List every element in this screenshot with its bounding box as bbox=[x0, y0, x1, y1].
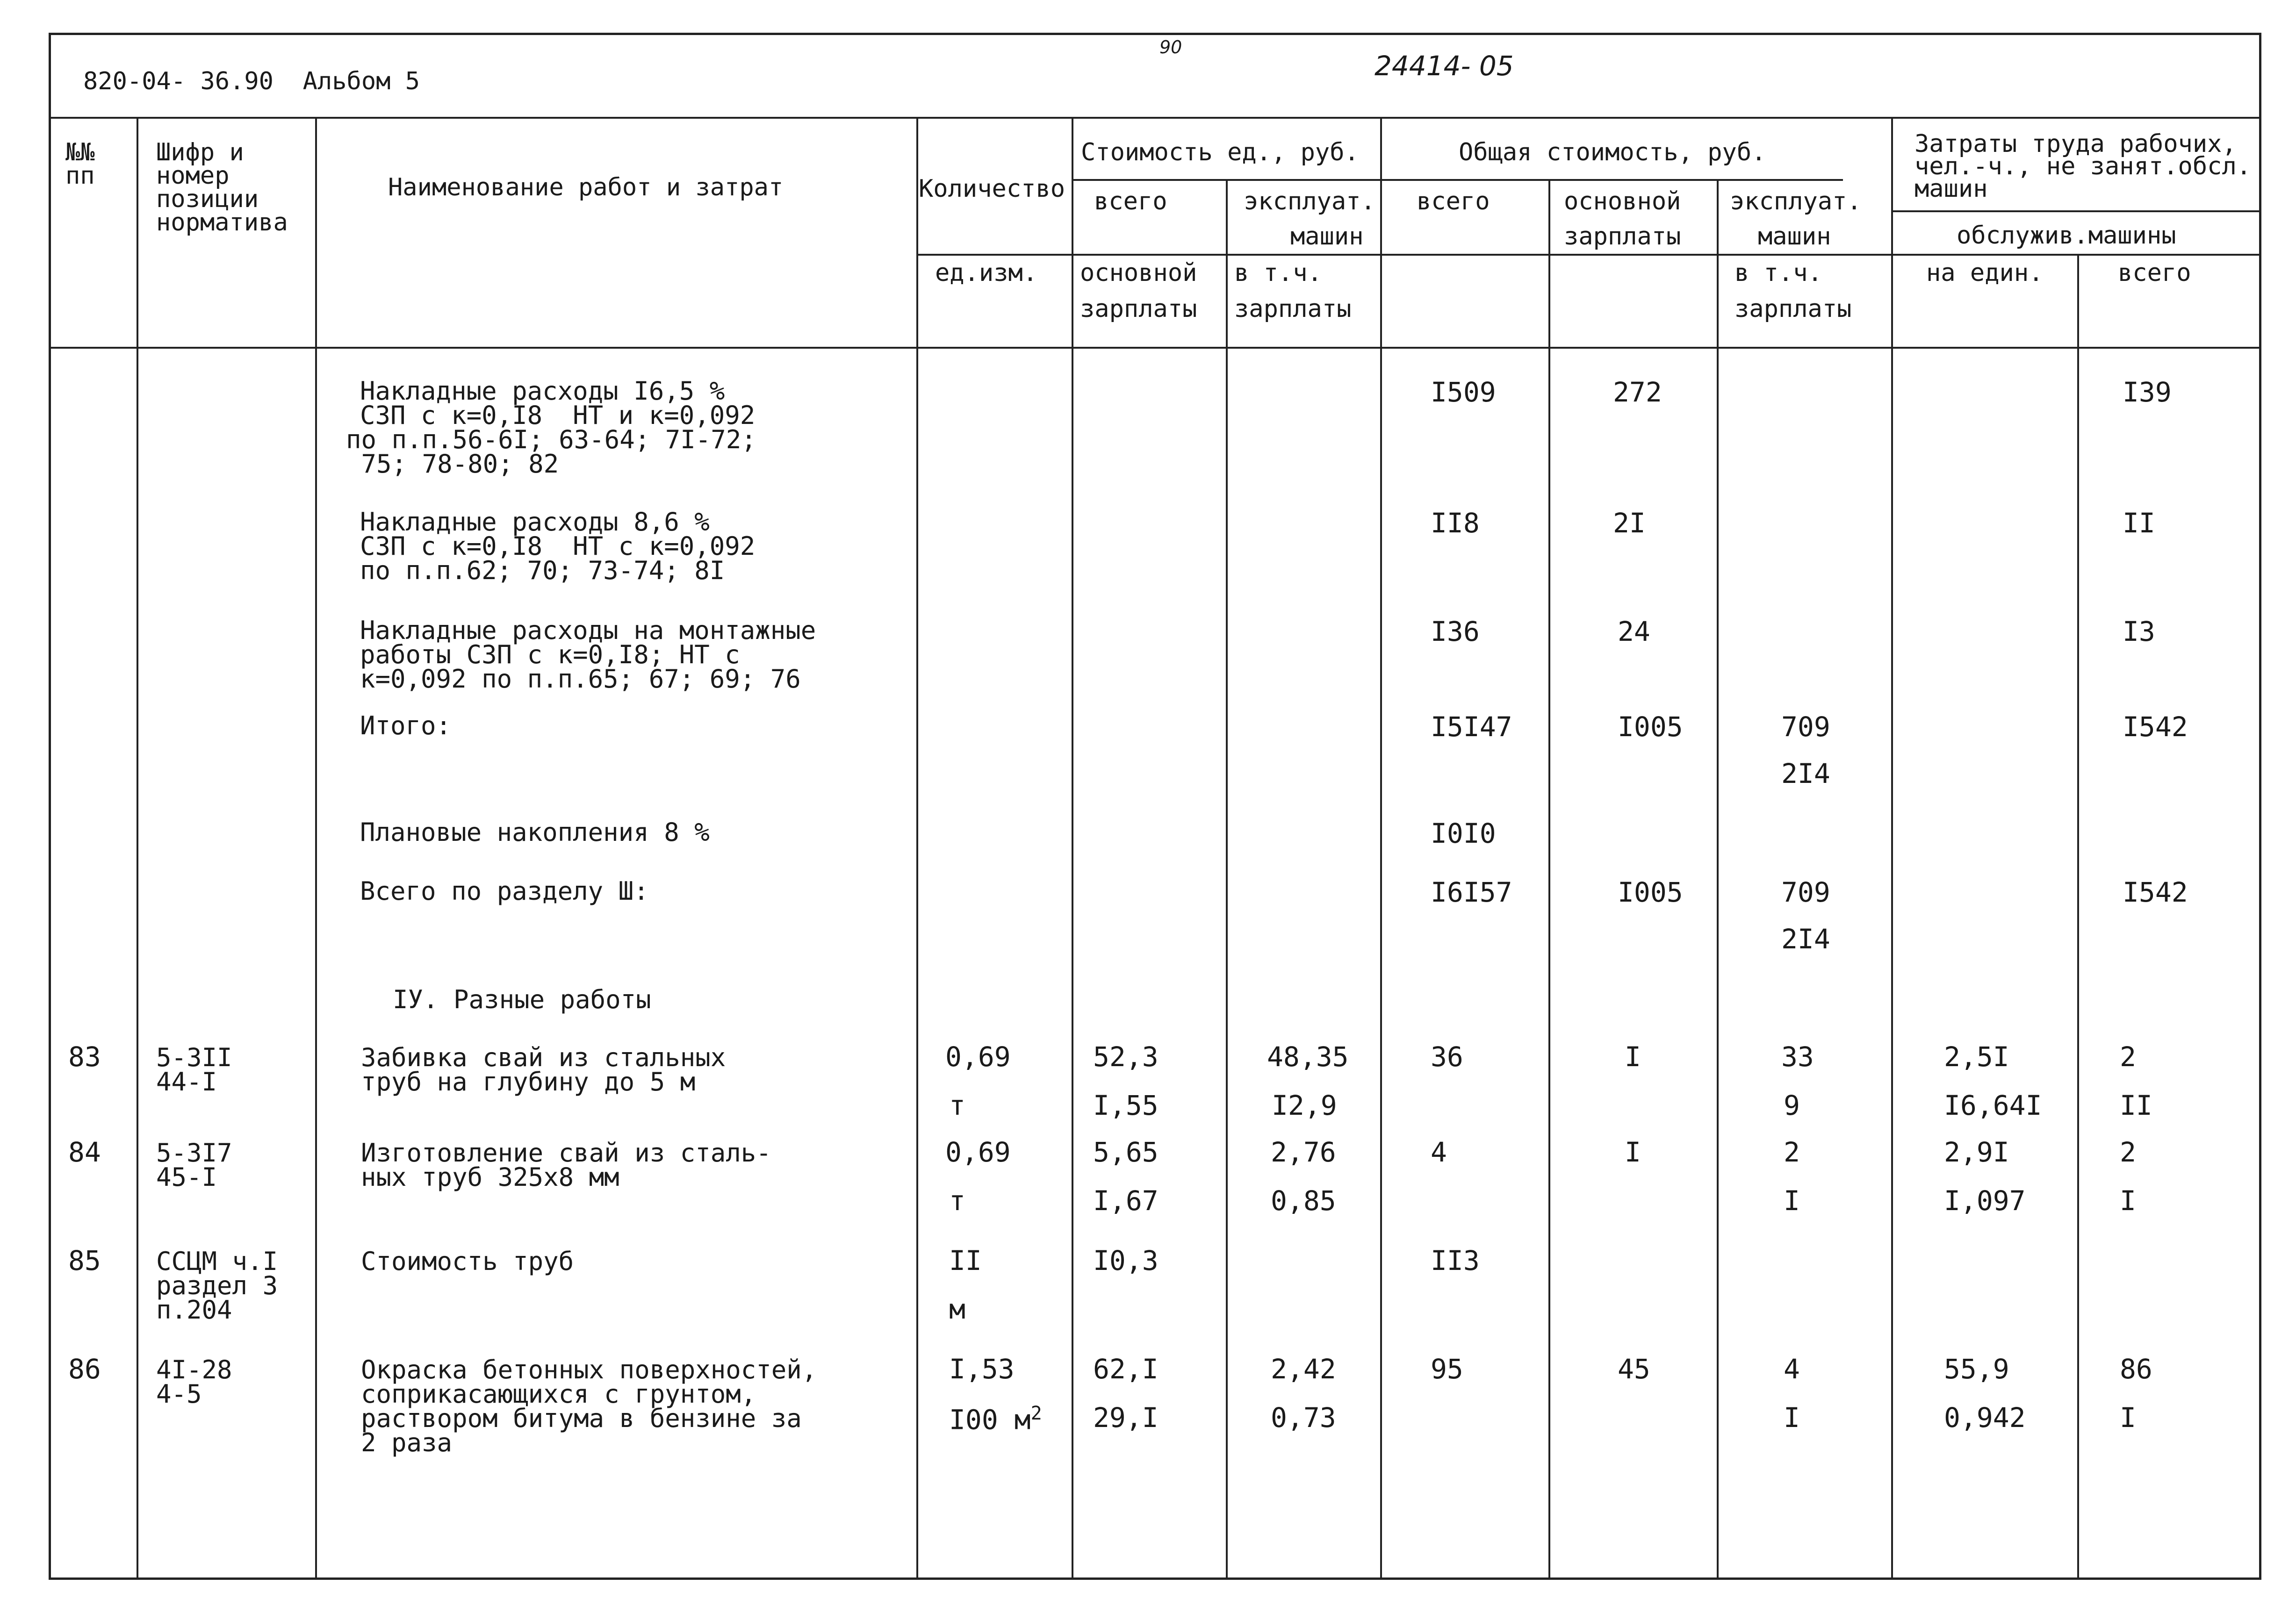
overhead1-total: I509 bbox=[1431, 376, 1496, 408]
overhead2-name: по п.п.62; 70; 73-74; 8I bbox=[360, 556, 725, 585]
row84-code: 5-3I7 bbox=[156, 1138, 232, 1168]
row84-total: 4 bbox=[1431, 1136, 1447, 1168]
row83-code: 44-I bbox=[156, 1067, 217, 1097]
header-unit-cost: Стоимость ед., руб. bbox=[1081, 138, 1359, 166]
row86-unit-text: I00 м bbox=[949, 1404, 1031, 1436]
row84-unit-wage: I,67 bbox=[1093, 1185, 1159, 1217]
document-code: 820-04- 36.90 Альбом 5 bbox=[83, 67, 420, 95]
row86-labor-unit: 55,9 bbox=[1944, 1353, 2009, 1385]
overhead3-total: I36 bbox=[1431, 616, 1480, 647]
header-cipher: номер bbox=[156, 162, 230, 190]
row83-labor-unit: 2,5I bbox=[1944, 1041, 2009, 1073]
row86-unit-sup: 2 bbox=[1030, 1403, 1042, 1424]
overhead1-labor-total: I39 bbox=[2123, 376, 2172, 408]
row86-code: 4I-28 bbox=[156, 1355, 232, 1384]
overhead1-name: Накладные расходы I6,5 % bbox=[360, 376, 725, 406]
col-line-10 bbox=[2077, 254, 2079, 1580]
row84-labor-unit: 2,9I bbox=[1944, 1136, 2009, 1168]
section-total-mach: 709 bbox=[1781, 876, 1830, 908]
col-line-2 bbox=[315, 117, 317, 1580]
row86-labor-unit-serv: 0,942 bbox=[1944, 1402, 2026, 1434]
row86-qty: I,53 bbox=[949, 1353, 1015, 1385]
row84-name: Изготовление свай из сталь- bbox=[361, 1138, 771, 1168]
row83-unit-wage: I,55 bbox=[1093, 1090, 1159, 1121]
overhead3-name: к=0,092 по п.п.65; 67; 69; 76 bbox=[360, 664, 801, 694]
row83-total: 36 bbox=[1431, 1041, 1463, 1073]
row85-total: II3 bbox=[1431, 1245, 1480, 1276]
row86-code: 4-5 bbox=[156, 1379, 202, 1409]
subtotal-wage: I005 bbox=[1618, 711, 1683, 743]
row83-unit-total: 52,3 bbox=[1093, 1041, 1159, 1073]
overhead1-name: СЗП с к=0,I8 НТ и к=0,092 bbox=[360, 401, 756, 430]
row84-unit-mach: 2,76 bbox=[1271, 1136, 1336, 1168]
page-number: 90 bbox=[1159, 37, 1182, 57]
col-line-9 bbox=[1891, 117, 1893, 1580]
overhead2-wage: 2I bbox=[1613, 507, 1646, 539]
row83-mach-wage: 9 bbox=[1784, 1090, 1800, 1121]
header-labor-total: всего bbox=[2118, 259, 2191, 287]
row86-unit-total: 62,I bbox=[1093, 1353, 1159, 1385]
subtotal-mach-wage: 2I4 bbox=[1781, 758, 1830, 789]
row84-unit-total: 5,65 bbox=[1093, 1136, 1159, 1168]
subtotal-label: Итого: bbox=[360, 711, 452, 740]
header-total-mach: машин bbox=[1758, 222, 1831, 251]
row84-wage: I bbox=[1625, 1136, 1641, 1168]
row86-num: 86 bbox=[68, 1353, 101, 1385]
header-qty: Количество bbox=[919, 175, 1065, 203]
header-cipher: норматива bbox=[156, 208, 288, 237]
row86-total: 95 bbox=[1431, 1353, 1463, 1385]
row84-qty: 0,69 bbox=[945, 1136, 1011, 1168]
row83-wage: I bbox=[1625, 1041, 1641, 1073]
header-labor: чел.-ч., не занят.обсл. bbox=[1915, 152, 2252, 180]
header-num: №№ bbox=[65, 138, 95, 166]
row83-unit-mach: 48,35 bbox=[1267, 1041, 1349, 1073]
table-top-line bbox=[49, 117, 2261, 119]
header-unit-wage: основной bbox=[1080, 259, 1197, 287]
row84-mach: 2 bbox=[1784, 1136, 1800, 1168]
header-unit: ед.изм. bbox=[935, 259, 1038, 287]
header-unit-mach-wage: зарплаты bbox=[1234, 295, 1352, 323]
row84-mach-wage: I bbox=[1784, 1185, 1800, 1217]
header-unit-total: всего bbox=[1094, 187, 1167, 215]
row85-unit-total: I0,3 bbox=[1093, 1245, 1159, 1276]
row83-qty: 0,69 bbox=[945, 1041, 1011, 1073]
header-name: Наименование работ и затрат bbox=[388, 173, 784, 201]
row86-unit-mach-wage: 0,73 bbox=[1271, 1402, 1336, 1434]
col-line-5 bbox=[1226, 179, 1228, 1580]
subtotal-total: I5I47 bbox=[1431, 711, 1512, 743]
handwritten-stamp: 24414- 05 bbox=[1375, 50, 1514, 82]
header-total-wage: основной bbox=[1564, 187, 1681, 215]
header-num: пп bbox=[65, 162, 95, 190]
col-line-1 bbox=[137, 117, 138, 1580]
row85-num: 85 bbox=[68, 1245, 101, 1276]
row83-unit: т bbox=[949, 1090, 965, 1121]
header-total-mach-wage: зарплаты bbox=[1735, 295, 1852, 323]
section-total-labor-total: I542 bbox=[2123, 876, 2188, 908]
header-total-cost: Общая стоимость, руб. bbox=[1459, 138, 1766, 166]
row84-labor-unit-serv: I,097 bbox=[1944, 1185, 2026, 1217]
header-total-mach: эксплуат. bbox=[1730, 187, 1862, 215]
row85-code: раздел 3 bbox=[156, 1271, 278, 1300]
header-line-labor bbox=[1891, 210, 2261, 212]
row85-qty: II bbox=[949, 1245, 982, 1276]
row84-labor-total-serv: I bbox=[2120, 1185, 2136, 1217]
header-total-wage: зарплаты bbox=[1564, 222, 1681, 251]
header-labor: Затраты труда рабочих, bbox=[1915, 130, 2237, 158]
row85-unit: м bbox=[949, 1293, 965, 1325]
overhead2-name: Накладные расходы 8,6 % bbox=[360, 507, 710, 537]
section-total-total: I6I57 bbox=[1431, 876, 1512, 908]
row83-labor-total: 2 bbox=[2120, 1041, 2136, 1073]
row86-labor-total-serv: I bbox=[2120, 1402, 2136, 1434]
overhead3-name: Накладные расходы на монтажные bbox=[360, 616, 816, 645]
subtotal-labor-total: I542 bbox=[2123, 711, 2188, 743]
row83-name: Забивка свай из стальных bbox=[361, 1043, 726, 1072]
header-unit-mach: машин bbox=[1290, 222, 1364, 251]
row85-name: Стоимость труб bbox=[361, 1247, 574, 1276]
row84-code: 45-I bbox=[156, 1162, 217, 1192]
overhead2-name: СЗП с к=0,I8 НТ с к=0,092 bbox=[360, 531, 756, 561]
row84-labor-total: 2 bbox=[2120, 1136, 2136, 1168]
header-line-2 bbox=[1072, 179, 1843, 181]
row86-unit bbox=[949, 1403, 1042, 1436]
col-line-7 bbox=[1548, 179, 1550, 1580]
row84-unit-mach-wage: 0,85 bbox=[1271, 1185, 1336, 1217]
overhead2-total: II8 bbox=[1431, 507, 1480, 539]
subtotal-mach: 709 bbox=[1781, 711, 1830, 743]
row85-code: п.204 bbox=[156, 1295, 232, 1325]
header-labor-serv: обслужив.машины bbox=[1957, 222, 2176, 250]
section-total-label: Всего по разделу Ш: bbox=[360, 876, 649, 906]
col-line-6 bbox=[1380, 117, 1382, 1580]
row83-mach: 33 bbox=[1781, 1041, 1814, 1073]
row83-name: труб на глубину до 5 м bbox=[361, 1067, 696, 1097]
planned-label: Плановые накопления 8 % bbox=[360, 817, 710, 847]
row83-unit-mach-wage: I2,9 bbox=[1272, 1090, 1337, 1121]
header-total-all: всего bbox=[1417, 187, 1490, 215]
row86-name: соприкасающихся с грунтом, bbox=[361, 1379, 756, 1409]
overhead1-name: 75; 78-80; 82 bbox=[346, 449, 559, 479]
overhead3-name: работы СЗП с к=0,I8; НТ с bbox=[360, 640, 740, 669]
row86-wage: 45 bbox=[1618, 1353, 1650, 1385]
planned-total: I0I0 bbox=[1431, 817, 1496, 849]
row86-unit-wage: 29,I bbox=[1093, 1402, 1159, 1434]
row86-name: раствором битума в бензине за bbox=[361, 1404, 802, 1433]
row84-name: ных труб 325х8 мм bbox=[361, 1162, 619, 1192]
row84-unit: т bbox=[949, 1185, 965, 1217]
section-heading: IУ. Разные работы bbox=[393, 985, 651, 1014]
col-line-4 bbox=[1072, 117, 1073, 1580]
header-unit-mach: эксплуат. bbox=[1244, 187, 1375, 215]
row83-labor-unit-serv: I6,64I bbox=[1944, 1090, 2042, 1121]
overhead2-labor-total: II bbox=[2123, 507, 2155, 539]
header-unit-wage: зарплаты bbox=[1080, 295, 1197, 323]
header-labor-unit: на един. bbox=[1926, 259, 2044, 287]
row86-unit-mach: 2,42 bbox=[1271, 1353, 1336, 1385]
col-line-8 bbox=[1717, 179, 1719, 1580]
overhead3-labor-total: I3 bbox=[2123, 616, 2155, 647]
header-cipher: позиции bbox=[156, 185, 259, 213]
section-total-mach-wage: 2I4 bbox=[1781, 923, 1830, 955]
overhead1-wage: 272 bbox=[1613, 376, 1662, 408]
header-line-3 bbox=[916, 254, 2261, 256]
header-total-mach-wage: в т.ч. bbox=[1735, 259, 1822, 287]
header-bottom-line bbox=[49, 347, 2261, 349]
header-labor: машин bbox=[1915, 175, 1988, 203]
row86-labor-total: 86 bbox=[2120, 1353, 2152, 1385]
row86-mach-wage: I bbox=[1784, 1402, 1800, 1434]
row83-code: 5-3II bbox=[156, 1043, 232, 1072]
row83-labor-total-serv: II bbox=[2120, 1090, 2152, 1121]
row86-name: 2 раза bbox=[361, 1428, 453, 1457]
row85-code: ССЦМ ч.I bbox=[156, 1247, 278, 1276]
row86-mach: 4 bbox=[1784, 1353, 1800, 1385]
header-unit-mach-wage: в т.ч. bbox=[1234, 259, 1322, 287]
row84-num: 84 bbox=[68, 1136, 101, 1168]
row86-name: Окраска бетонных поверхностей, bbox=[361, 1355, 817, 1384]
row83-num: 83 bbox=[68, 1041, 101, 1073]
header-cipher: Шифр и bbox=[156, 138, 244, 166]
section-total-wage: I005 bbox=[1618, 876, 1683, 908]
overhead3-wage: 24 bbox=[1618, 616, 1650, 647]
overhead1-name: по п.п.56-6I; 63-64; 7I-72; bbox=[346, 425, 756, 454]
col-line-3 bbox=[916, 117, 918, 1580]
